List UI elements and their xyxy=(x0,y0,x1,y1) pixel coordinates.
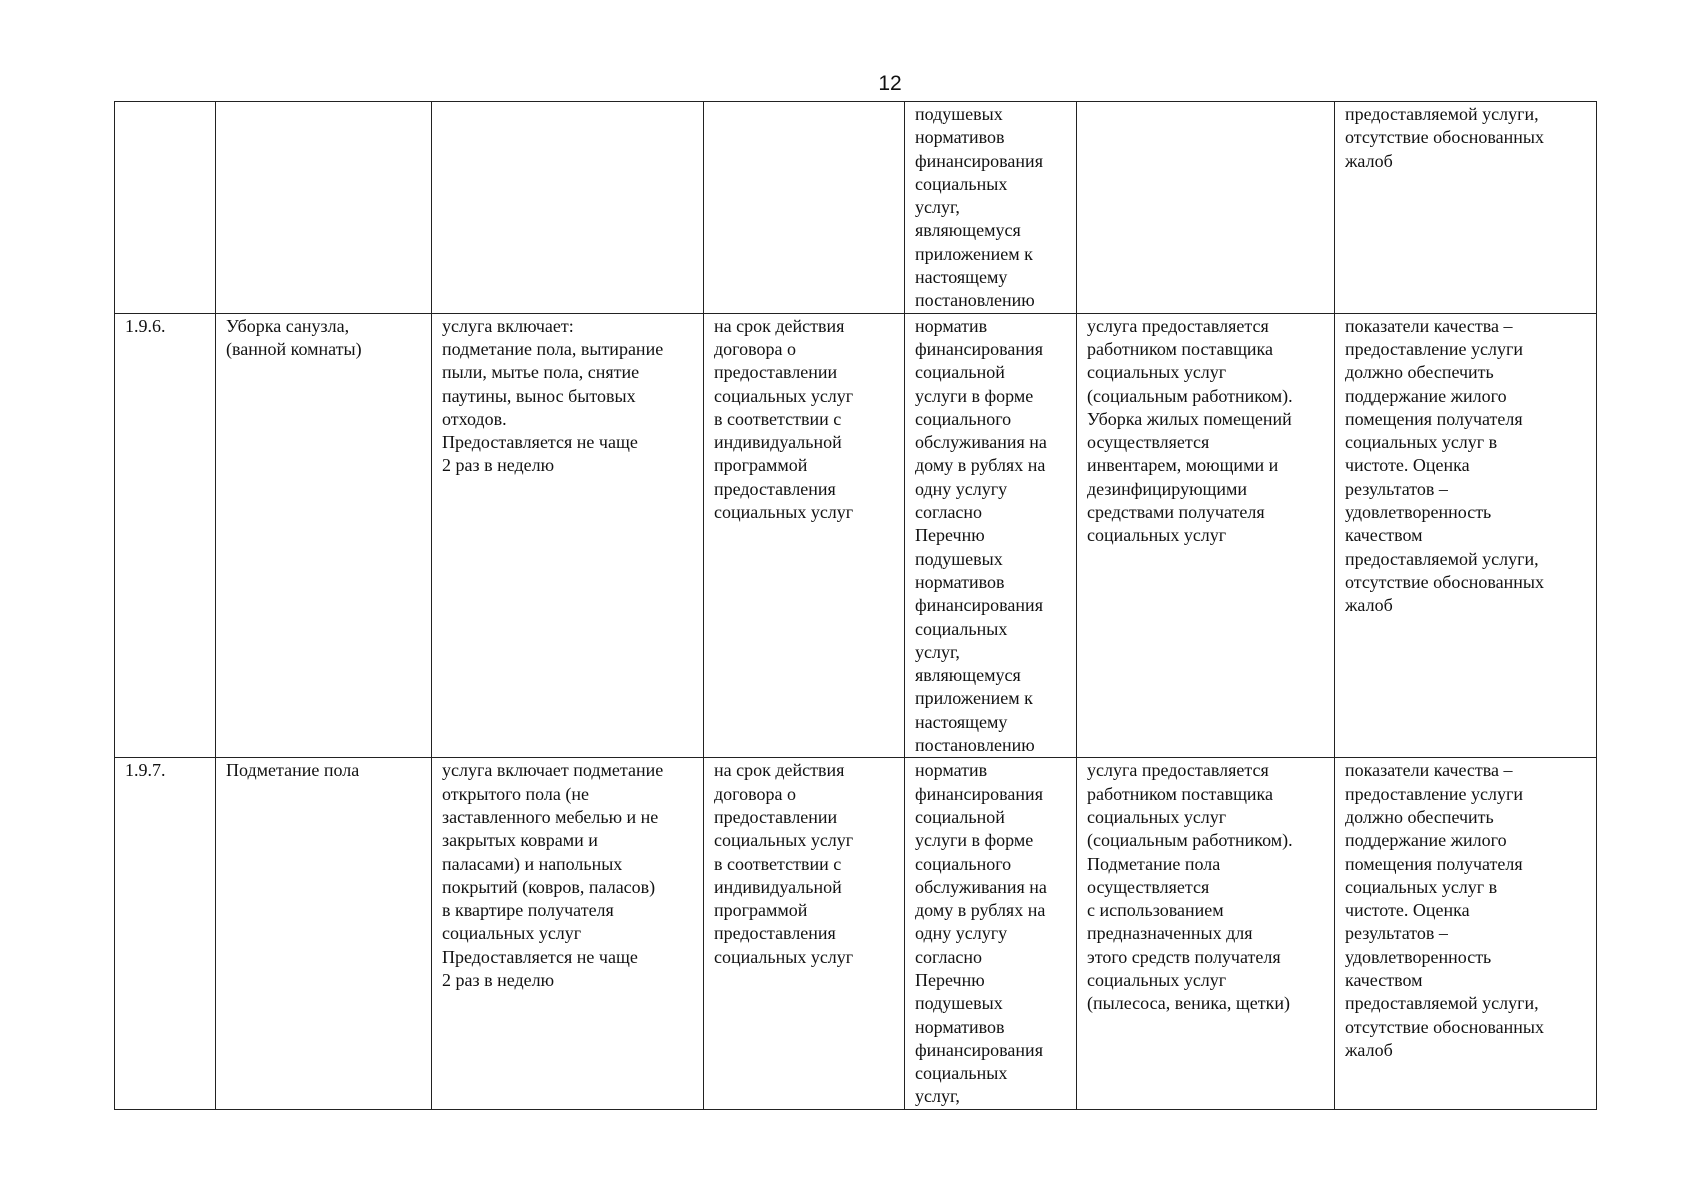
cell-service-name: Уборка санузла, (ванной комнаты) xyxy=(216,313,432,758)
cell-service-conditions: услуга предоставляется работником поставщика социальных услуг (социальным работником). Подметание пола осуществляется с использованием предназначенных для этого средств получателя социальных услуг (пылесоса, веника, щетки) xyxy=(1077,758,1335,1110)
cell-number: 1.9.6. xyxy=(115,313,216,758)
table-row-1-9-6 xyxy=(115,313,1597,758)
cell-number: 1.9.7. xyxy=(115,758,216,1110)
cell-service-content: услуга включает подметание открытого пола (не заставленного мебелью и не закрытых коврами и паласами) и напольных покрытий (ковров, паласов) в квартире получателя социальных услуг Предоставляется не чаще 2 раз в неделю xyxy=(432,758,704,1110)
cell-service-name: Подметание пола xyxy=(216,758,432,1110)
services-table xyxy=(114,101,1597,1110)
cell-service-quality: показатели качества – предоставление услуги должно обеспечить поддержание жилого помещения получателя социальных услуг в чистоте. Оценка результатов – удовлетворенность качеством предоставляемой услуги, отсутствие обоснованных жалоб xyxy=(1335,758,1597,1110)
cell-service-cost: норматив финансирования социальной услуги в форме социального обслуживания на дому в рублях на одну услугу согласно Перечню подушевых нормативов финансирования социальных услуг, xyxy=(905,758,1077,1110)
cell-service-name xyxy=(216,102,432,314)
cell-service-cost: подушевых нормативов финансирования социальных услуг, являющемуся приложением к настоящему постановлению xyxy=(905,102,1077,314)
cell-service-quality: показатели качества – предоставление услуги должно обеспечить поддержание жилого помещения получателя социальных услуг в чистоте. Оценка результатов – удовлетворенность качеством предоставляемой услуги, отсутствие обоснованных жалоб xyxy=(1335,313,1597,758)
cell-service-cost: норматив финансирования социальной услуги в форме социального обслуживания на дому в рублях на одну услугу согласно Перечню подушевых нормативов финансирования социальных услуг, являющемуся приложением к настоящему постановлению xyxy=(905,313,1077,758)
cell-service-term: на срок действия договора о предоставлении социальных услуг в соответствии с индивидуальной программой предоставления социальных услуг xyxy=(704,758,905,1110)
table-row-1-9-7 xyxy=(115,758,1597,1110)
cell-service-content xyxy=(432,102,704,314)
cell-service-quality: предоставляемой услуги, отсутствие обоснованных жалоб xyxy=(1335,102,1597,314)
cell-service-conditions: услуга предоставляется работником поставщика социальных услуг (социальным работником). Уборка жилых помещений осуществляется инвентарем, моющими и дезинфицирующими средствами получателя социальных услуг xyxy=(1077,313,1335,758)
cell-service-conditions xyxy=(1077,102,1335,314)
cell-service-content: услуга включает: подметание пола, вытирание пыли, мытье пола, снятие паутины, вынос бытовых отходов. Предоставляется не чаще 2 раз в неделю xyxy=(432,313,704,758)
cell-service-term xyxy=(704,102,905,314)
table-row-continuation xyxy=(115,102,1597,314)
cell-service-term: на срок действия договора о предоставлении социальных услуг в соответствии с индивидуальной программой предоставления социальных услуг xyxy=(704,313,905,758)
cell-number xyxy=(115,102,216,314)
page-number: 12 xyxy=(878,72,902,95)
